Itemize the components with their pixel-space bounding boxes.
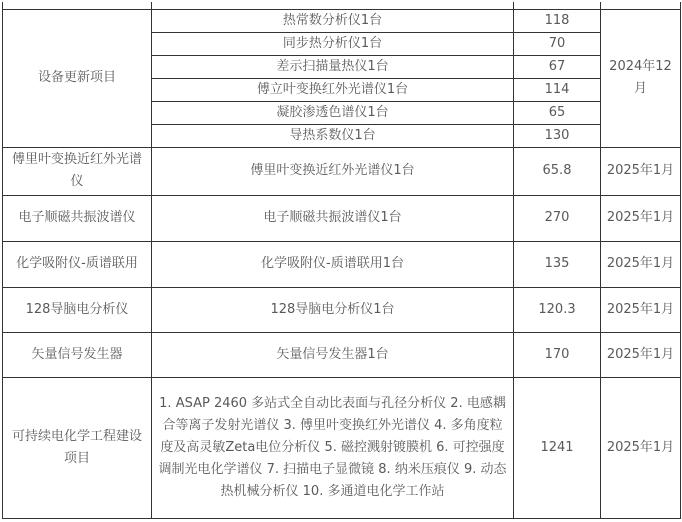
item-cell: 矢量信号发生器1台	[152, 332, 514, 377]
table-row-cutoff	[3, 2, 681, 9]
amount-cell: 1241	[514, 377, 601, 518]
project-cell: 可持续电化学工程建设项目	[3, 377, 152, 518]
cutoff-cell	[601, 2, 681, 9]
item-cell: 电子顺磁共振波谱仪1台	[152, 195, 514, 241]
date-cell: 2025年1月	[601, 195, 681, 241]
amount-cell: 114	[514, 78, 601, 101]
table-row	[3, 195, 681, 241]
item-cell: 傅里叶变换近红外光谱仪1台	[152, 147, 514, 195]
item-cell: 热常数分析仪1台	[152, 9, 514, 32]
amount-cell: 70	[514, 32, 601, 55]
item-cell: 同步热分析仪1台	[152, 32, 514, 55]
amount-cell: 270	[514, 195, 601, 241]
date-cell: 2025年1月	[601, 287, 681, 332]
date-cell: 2025年1月	[601, 241, 681, 287]
project-cell: 设备更新项目	[3, 9, 152, 147]
amount-cell: 120.3	[514, 287, 601, 332]
date-cell: 2025年1月	[601, 147, 681, 195]
date-cell: 2025年1月	[601, 332, 681, 377]
table-row	[3, 147, 681, 195]
project-cell: 矢量信号发生器	[3, 332, 152, 377]
equipment-purchase-table	[2, 2, 681, 519]
amount-cell: 65	[514, 101, 601, 124]
cutoff-cell	[3, 2, 152, 9]
date-cell: 2025年1月	[601, 377, 681, 518]
amount-cell: 135	[514, 241, 601, 287]
amount-cell: 170	[514, 332, 601, 377]
table-row	[3, 241, 681, 287]
amount-cell: 67	[514, 55, 601, 78]
table-row	[3, 287, 681, 332]
project-cell: 电子顺磁共振波谱仪	[3, 195, 152, 241]
item-list-cell: 1. ASAP 2460 多站式全自动比表面与孔径分析仪 2. 电感耦合等离子发射光谱仪 3. 傅里叶变换红外光谱仪 4. 多角度粒度及高灵敏Zeta电位分析仪 5. 磁控溅射镀膜机 6. 可控强度调制光电化学谱仪 7. 扫描电子显微镜 8. 纳米压痕仪 9. 动态热机械分析仪 10. 多通道电化学工作站	[152, 377, 514, 518]
item-cell: 傅立叶变换红外光谱仪1台	[152, 78, 514, 101]
amount-cell: 130	[514, 124, 601, 147]
table-row	[3, 9, 681, 32]
table-row	[3, 332, 681, 377]
item-cell: 化学吸附仪-质谱联用1台	[152, 241, 514, 287]
item-cell: 差示扫描量热仪1台	[152, 55, 514, 78]
cutoff-cell	[152, 2, 514, 9]
project-cell: 化学吸附仪-质谱联用	[3, 241, 152, 287]
cutoff-cell	[514, 2, 601, 9]
item-cell: 凝胶渗透色谱仪1台	[152, 101, 514, 124]
project-cell: 128导脑电分析仪	[3, 287, 152, 332]
item-cell: 128导脑电分析仪1台	[152, 287, 514, 332]
item-cell: 导热系数仪1台	[152, 124, 514, 147]
table-row	[3, 377, 681, 518]
amount-cell: 65.8	[514, 147, 601, 195]
amount-cell: 118	[514, 9, 601, 32]
project-cell: 傅里叶变换近红外光谱仪	[3, 147, 152, 195]
date-cell: 2024年12月	[601, 9, 681, 147]
